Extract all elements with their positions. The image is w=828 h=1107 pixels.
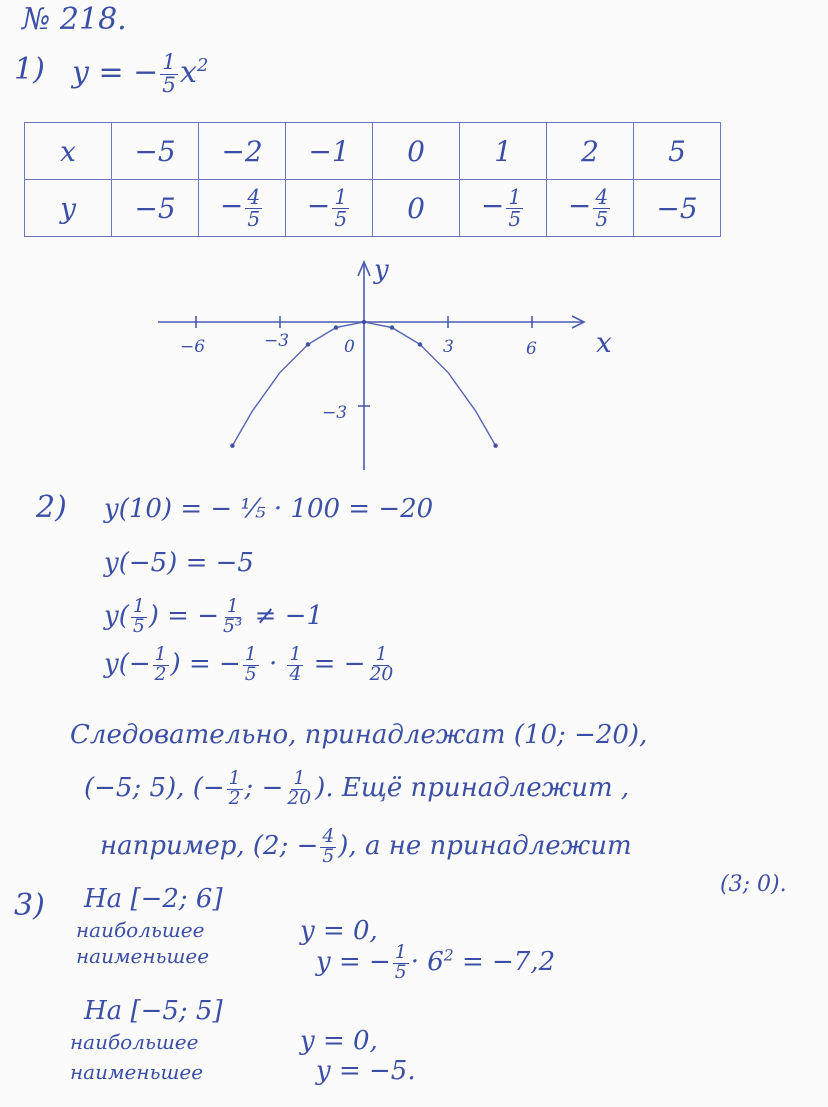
part3-max-val2: y = 0,	[300, 1026, 378, 1056]
table-cell: −2	[199, 123, 286, 180]
part3-min-label2: наименьшее	[70, 1060, 204, 1084]
x-axis-label: x	[596, 326, 612, 359]
part2-label: 2)	[36, 490, 67, 525]
tick-label: 3	[443, 337, 454, 357]
num: 1	[228, 768, 241, 789]
table-cell: −5	[634, 180, 721, 237]
tick-label: −3	[264, 331, 290, 351]
den: 20	[369, 663, 394, 685]
part1-exp: 2	[196, 55, 209, 77]
num: 1	[289, 644, 302, 665]
table-cell: 1	[460, 123, 547, 180]
fraction	[227, 770, 243, 808]
text: y(−	[104, 649, 151, 680]
den: 2	[228, 787, 241, 809]
part3-label: 3)	[14, 888, 45, 923]
text: ). Ещё принадлежит ,	[315, 773, 630, 804]
text: = −7,2	[453, 947, 556, 978]
table-header-x: x	[25, 123, 112, 180]
cell-num: 4	[247, 185, 261, 210]
num: 1	[394, 942, 407, 963]
data-point	[390, 325, 394, 329]
part3-max-label1: наибольшее	[76, 918, 205, 942]
fraction	[243, 646, 259, 684]
den: 5	[132, 615, 145, 637]
data-point	[493, 444, 497, 448]
data-point	[334, 325, 338, 329]
conclusion-line3	[100, 828, 632, 866]
fraction	[393, 944, 409, 982]
num: 1	[244, 644, 257, 665]
den: 2	[154, 663, 167, 685]
tick-label: −3	[322, 403, 348, 423]
den: 20	[287, 787, 312, 809]
part3-min-val1	[316, 944, 555, 982]
cell-num: 1	[508, 185, 522, 210]
text: ), а не принадлежит	[338, 831, 632, 862]
den: 4	[289, 663, 302, 685]
part3-seg2: На [−5; 5]	[84, 996, 223, 1026]
part2-line1: y(10) = − ⅕ · 100 = −20	[104, 494, 434, 524]
data-point	[306, 342, 310, 346]
cell-den: 5	[334, 206, 348, 231]
text: ·	[260, 649, 286, 680]
part3-max-label2: наибольшее	[70, 1030, 199, 1054]
text: ; −	[244, 773, 284, 804]
conclusion-line4: (3; 0).	[720, 872, 787, 897]
fraction	[320, 828, 336, 866]
cell-num: 4	[595, 185, 609, 210]
den: 5	[244, 663, 257, 685]
part1-den: 5	[162, 72, 177, 98]
text: ) = −	[148, 601, 219, 632]
num: 1	[375, 644, 388, 665]
part1-num: 1	[162, 50, 177, 75]
fraction	[153, 646, 169, 684]
part1-formula-left: y = −	[72, 55, 159, 91]
text: · 6	[410, 947, 444, 978]
fraction	[221, 598, 244, 636]
cell-den: 5	[247, 206, 261, 231]
text: ≠ −1	[246, 601, 324, 632]
data-point	[362, 320, 366, 324]
num: 1	[226, 596, 239, 617]
text: y = −	[316, 947, 391, 978]
conclusion-line1: Следовательно, принадлежат (10; −20),	[70, 720, 648, 750]
cell-den: 5	[508, 206, 522, 231]
cell-sign: −	[480, 189, 505, 223]
cell-sign: −	[219, 189, 244, 223]
tick-label: 0	[344, 337, 355, 357]
table-cell: 0	[373, 180, 460, 237]
cell-num: 1	[334, 185, 348, 210]
den: 5³	[223, 615, 243, 637]
part1-formula-right: x	[180, 55, 197, 91]
table-cell: −5	[112, 180, 199, 237]
part2-line4	[104, 646, 397, 684]
table-cell: 5	[634, 123, 721, 180]
data-point	[418, 342, 422, 346]
table-cell: −1	[286, 123, 373, 180]
num: 1	[293, 768, 306, 789]
table-cell: 2	[547, 123, 634, 180]
tick-label: 6	[526, 339, 537, 359]
exp: 2	[443, 946, 454, 965]
text: y(	[104, 601, 129, 632]
conclusion-line2	[84, 770, 629, 808]
y-axis-label: y	[374, 255, 389, 285]
part3-min-label1: наименьшее	[76, 944, 210, 968]
cell-sign: −	[306, 189, 331, 223]
text: = −	[305, 649, 366, 680]
part3-min-val2: y = −5.	[316, 1056, 416, 1086]
num: 4	[322, 826, 335, 847]
fraction	[285, 770, 313, 808]
num: 1	[154, 644, 167, 665]
text: (−5; 5), (−	[84, 773, 225, 804]
cell-den: 5	[595, 206, 609, 231]
part3-seg1: На [−2; 6]	[84, 884, 223, 914]
part2-line3	[104, 598, 323, 636]
num: 1	[132, 596, 145, 617]
den: 5	[322, 845, 335, 867]
den: 5	[394, 961, 407, 983]
part3-max-val1: y = 0,	[300, 916, 378, 946]
text: например, (2; −	[100, 831, 319, 862]
part1-label: 1)	[14, 52, 45, 87]
fraction	[287, 646, 303, 684]
text: ) = −	[170, 649, 241, 680]
tick-label: −6	[180, 337, 206, 357]
table-header-y: y	[25, 180, 112, 237]
fraction	[131, 598, 147, 636]
part2-line2: y(−5) = −5	[104, 548, 254, 578]
fraction	[368, 646, 396, 684]
data-point	[230, 444, 234, 448]
table-cell: −5	[112, 123, 199, 180]
problem-number: № 218.	[22, 2, 127, 37]
table-cell: 0	[373, 123, 460, 180]
cell-sign: −	[567, 189, 592, 223]
